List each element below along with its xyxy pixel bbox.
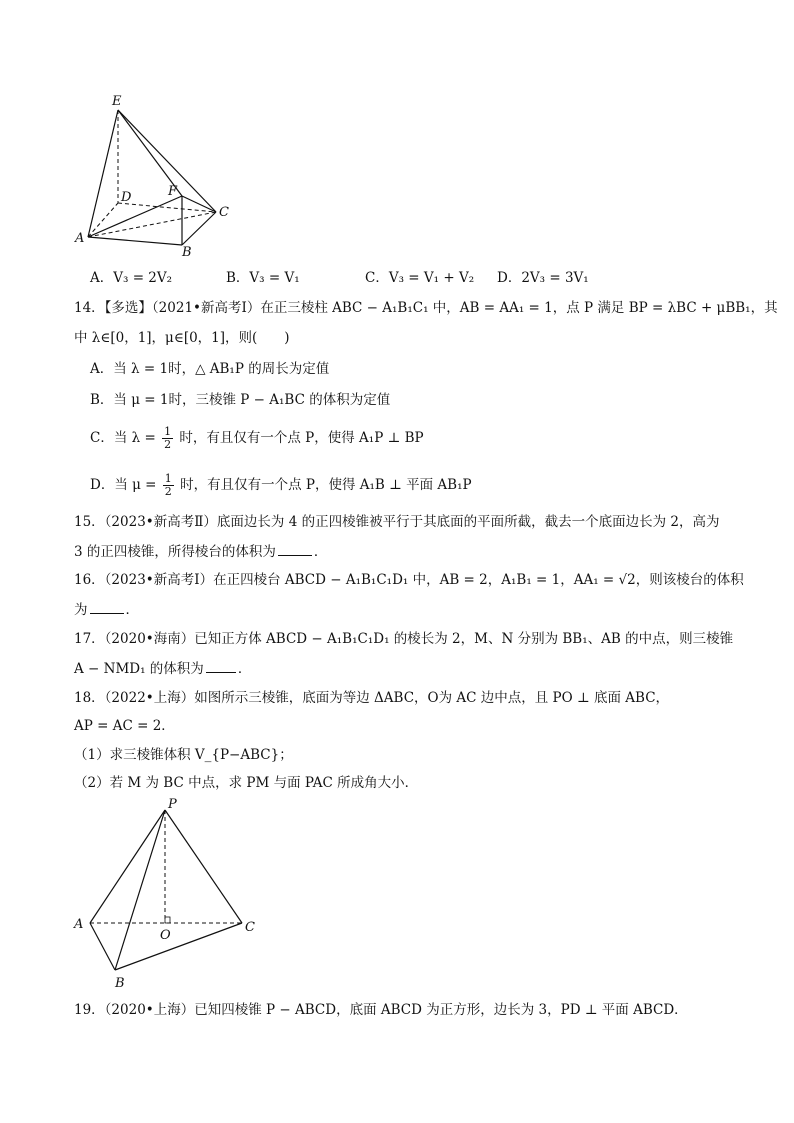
q16-line-1: 16．（2023•新高考Ⅰ）在正四棱台 ABCD − A₁B₁C₁D₁ 中，AB = 2，A₁B₁ = 1，AA₁ = √2，则该棱台的体积: [74, 572, 744, 588]
q17-line-2-text: A − NMD₁ 的体积为: [74, 661, 204, 677]
q19-line-1: 19．（2020•上海）已知四棱锥 P − ABCD，底面 ABCD 为正方形，边长为 3，PD ⊥ 平面 ABCD．: [74, 1002, 688, 1018]
q13-option-b: B．V₃ = V₁: [226, 270, 300, 286]
label-B: B: [182, 245, 192, 260]
q15-line-2: 3 的正四棱锥，所得棱台的体积为 ．: [74, 544, 328, 560]
fraction-one-half: [162, 426, 173, 451]
q14-line-2: 中 λ∈[0，1]，μ∈[0，1]，则( ): [74, 330, 290, 346]
q13-option-c: C．V₃ = V₁ + V₂: [365, 270, 475, 286]
q18-sub-2: （2）若 M 为 BC 中点，求 PM 与面 PAC 所成角大小．: [74, 775, 419, 791]
fraction-denominator: 2: [164, 438, 172, 451]
pyramid-diagram-top: [70, 90, 240, 260]
label-A: A: [74, 917, 84, 932]
pyramid-figure-bottom: [70, 795, 270, 995]
label-B: B: [115, 976, 125, 991]
q15-line-2-text: 3 的正四棱锥，所得棱台的体积为: [74, 544, 276, 560]
pyramid-diagram-bottom: [70, 795, 270, 995]
label-P: P: [168, 797, 177, 812]
answer-blank: [278, 543, 312, 556]
pyramid-figure-top: [70, 90, 240, 260]
fraction-one-half: [163, 473, 174, 498]
q18-line-2: AP = AC = 2．: [74, 718, 175, 734]
q16-line-2: 为 ．: [74, 602, 139, 618]
q18-line-1: 18．（2022•上海）如图所示三棱锥，底面为等边 ΔABC，O为 AC 边中点，且 PO ⊥ 底面 ABC，: [74, 690, 670, 706]
q14-option-d-suffix: 时，有且仅有一个点 P，使得 A₁B ⊥ 平面 AB₁P: [180, 477, 472, 493]
q14-option-d-prefix: D．当 μ =: [90, 477, 157, 493]
label-O: O: [160, 928, 171, 943]
label-F: F: [168, 184, 178, 199]
q14-option-c: [90, 426, 424, 451]
label-C: C: [245, 920, 255, 935]
fraction-numerator: 1: [164, 425, 172, 438]
q16-line-2-text: 为: [74, 602, 88, 618]
q14-option-a: A．当 λ = 1时，△ AB₁P 的周长为定值: [90, 361, 330, 377]
fraction-numerator: 1: [164, 472, 172, 485]
q17-line-2: A − NMD₁ 的体积为 ．: [74, 661, 252, 677]
q14-option-c-prefix: C．当 λ =: [90, 430, 156, 446]
answer-blank: [206, 660, 236, 673]
q14-option-d: [90, 473, 472, 498]
q15-line-1: 15．（2023•新高考Ⅱ）底面边长为 4 的正四棱锥被平行于其底面的平面所截，截去一个底面边长为 2，高为: [74, 514, 720, 530]
label-A: A: [75, 231, 85, 246]
q14-option-b: B．当 μ = 1时，三棱锥 P − A₁BC 的体积为定值: [90, 392, 391, 408]
label-D: D: [121, 190, 132, 205]
q14-option-c-suffix: 时，有且仅有一个点 P，使得 A₁P ⊥ BP: [179, 430, 424, 446]
label-E: E: [112, 94, 122, 109]
label-C: C: [219, 205, 229, 220]
q13-option-a: A．V₃ = 2V₂: [90, 270, 173, 286]
q17-line-1: 17．（2020•海南）已知正方体 ABCD − A₁B₁C₁D₁ 的棱长为 2，M、N 分别为 BB₁、AB 的中点，则三棱锥: [74, 631, 734, 647]
q13-option-d: D．2V₃ = 3V₁: [497, 270, 589, 286]
answer-blank: [90, 601, 124, 614]
q18-sub-1: （1）求三棱锥体积 V_{P−ABC}；: [74, 747, 293, 763]
fraction-denominator: 2: [164, 485, 172, 498]
q14-line-1: 14．【多选】（2021•新高考Ⅰ）在正三棱柱 ABC − A₁B₁C₁ 中，AB = AA₁ = 1，点 P 满足 BP = λBC + μBB₁，其: [74, 300, 778, 316]
